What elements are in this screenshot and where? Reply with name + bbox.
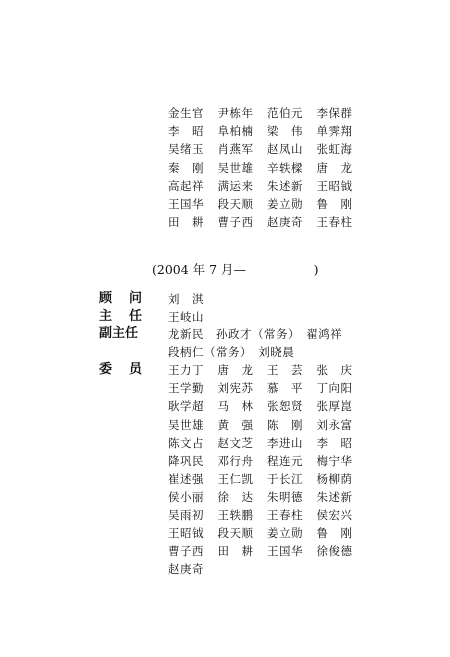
person-name: 陈 刚	[267, 417, 303, 432]
person-name: 单霁翔	[316, 124, 353, 139]
person-name: 刘永富	[316, 417, 353, 432]
person-name: 李 昭	[316, 435, 353, 450]
person-name: 陈文占	[168, 435, 204, 450]
person-name: 张虹海	[316, 142, 353, 157]
advisor-name: 刘 淇	[168, 292, 204, 306]
name-row	[168, 195, 388, 213]
person-name: 于长江	[267, 471, 303, 486]
person-name: 王学勤	[168, 381, 204, 396]
person-name: 鲁 刚	[316, 526, 353, 541]
name-row	[168, 561, 388, 579]
person-name: 王 芸	[267, 363, 303, 378]
person-name: 阜柏楠	[217, 124, 254, 139]
director-label: 主 任	[99, 309, 145, 324]
deputy-director-names-line-1: 龙新民 孙政才（常务） 翟鸿祥	[168, 327, 343, 341]
person-name: 鲁 刚	[316, 196, 353, 211]
name-row	[168, 434, 388, 452]
person-name: 侯宏兴	[316, 508, 353, 523]
person-name: 李 昭	[168, 124, 204, 139]
person-name: 王仁凯	[217, 471, 254, 486]
member-names	[168, 362, 388, 579]
person-name: 王春柱	[316, 214, 353, 229]
person-name: 赵文芝	[217, 435, 254, 450]
person-name: 范伯元	[267, 106, 303, 121]
person-name: 吴世雄	[217, 160, 254, 175]
person-name: 曹子西	[217, 214, 254, 229]
person-name: 满运来	[217, 178, 254, 193]
person-name: 姜立勋	[267, 526, 303, 541]
person-name: 王轶鹏	[217, 508, 254, 523]
person-name: 赵凤山	[267, 142, 303, 157]
person-name: 姜立勋	[267, 196, 303, 211]
person-name: 徐俊德	[316, 544, 353, 559]
person-name: 辛轶樑	[267, 160, 303, 175]
person-name: 李保群	[316, 106, 353, 121]
person-name: 吴雨初	[168, 508, 204, 523]
person-name: 王力丁	[168, 363, 204, 378]
person-name: 王国华	[168, 196, 204, 211]
person-name: 慕 平	[267, 381, 303, 396]
person-name: 王国华	[267, 544, 303, 559]
person-name: 田 耕	[168, 214, 204, 229]
person-name: 降巩民	[168, 453, 204, 468]
person-name: 王昭钺	[168, 526, 204, 541]
person-name: 赵庚奇	[168, 562, 204, 577]
name-row	[168, 543, 388, 561]
person-name: 朱明德	[267, 489, 303, 504]
name-row	[168, 489, 388, 507]
person-name: 程连元	[267, 453, 303, 468]
person-name: 邓行舟	[217, 453, 254, 468]
name-row	[168, 452, 388, 470]
deputy-director-label: 副主任	[99, 326, 139, 341]
name-row	[168, 123, 388, 141]
person-name: 李进山	[267, 435, 303, 450]
person-name: 秦 刚	[168, 160, 204, 175]
name-row	[168, 141, 388, 159]
person-name: 段天顺	[217, 526, 254, 541]
person-name: 王春柱	[267, 508, 303, 523]
director-name: 王岐山	[168, 310, 204, 324]
person-name: 张 庆	[316, 363, 353, 378]
name-row	[168, 105, 388, 123]
person-name: 马 林	[217, 399, 254, 414]
name-row	[168, 362, 388, 380]
person-name: 金生官	[168, 106, 204, 121]
person-name: 徐 达	[217, 489, 254, 504]
name-row	[168, 507, 388, 525]
person-name: 吴绪玉	[168, 142, 204, 157]
person-name: 朱述新	[267, 178, 303, 193]
person-name: 高起祥	[168, 178, 204, 193]
person-name: 尹栋年	[217, 106, 254, 121]
person-name: 唐 龙	[316, 160, 353, 175]
previous-committee-names	[168, 105, 388, 232]
name-row	[168, 525, 388, 543]
advisor-label: 顾 问	[99, 291, 145, 306]
person-name: 杨柳荫	[316, 471, 353, 486]
name-row	[168, 380, 388, 398]
person-name: 侯小丽	[168, 489, 204, 504]
person-name: 唐 龙	[217, 363, 254, 378]
members-label: 委 员	[99, 362, 145, 377]
term-date-line: (2004 年 7 月— )	[152, 262, 319, 277]
name-row	[168, 398, 388, 416]
name-row	[168, 416, 388, 434]
person-name: 王昭钺	[316, 178, 353, 193]
person-name: 张厚崑	[316, 399, 353, 414]
person-name: 耿学超	[168, 399, 204, 414]
person-name: 梁 伟	[267, 124, 303, 139]
person-name: 刘宪苏	[217, 381, 254, 396]
person-name: 吴世雄	[168, 417, 204, 432]
name-row	[168, 471, 388, 489]
person-name: 田 耕	[217, 544, 254, 559]
person-name: 张恕贤	[267, 399, 303, 414]
person-name: 曹子西	[168, 544, 204, 559]
person-name: 段天顺	[217, 196, 254, 211]
person-name: 黄 强	[217, 417, 254, 432]
person-name: 梅宁华	[316, 453, 353, 468]
name-row	[168, 159, 388, 177]
name-row	[168, 214, 388, 232]
name-row	[168, 177, 388, 195]
person-name: 丁向阳	[316, 381, 353, 396]
person-name: 崔述强	[168, 471, 204, 486]
person-name: 朱述新	[316, 489, 353, 504]
deputy-director-names-line-2: 段柄仁（常务） 刘晓晨	[168, 345, 295, 359]
person-name: 肖燕军	[217, 142, 254, 157]
person-name: 赵庚奇	[267, 214, 303, 229]
